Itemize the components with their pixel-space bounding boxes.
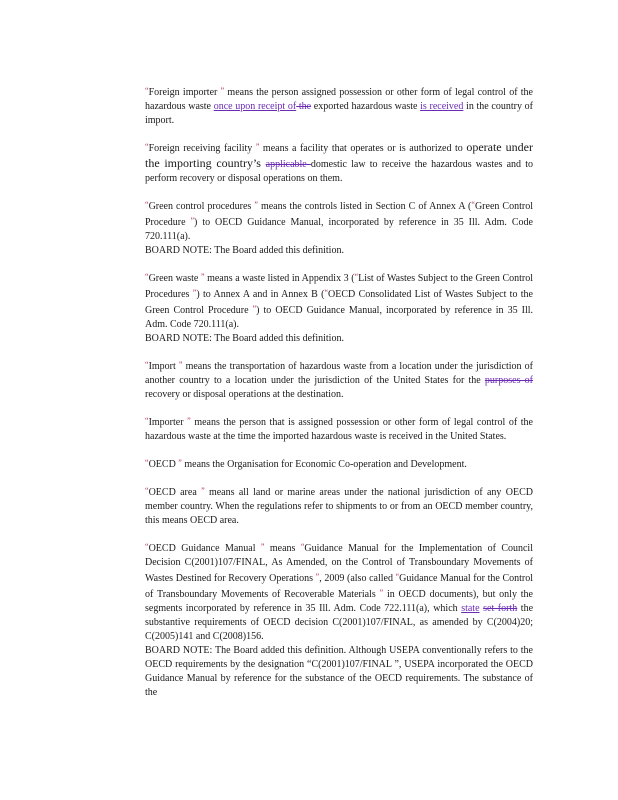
quote-mark: ” [190, 216, 195, 225]
text-run: OECD Consolidated List of Wastes Subject to the Green Control Procedure [145, 289, 533, 316]
text-run: Foreign importer [148, 87, 221, 98]
text-run: in OECD documents), but only the segments incorporated by reference in 35 Ill. Adm. Code 722.111(a), which [145, 589, 533, 614]
text-run: , 2009 (also called [319, 573, 396, 584]
quote-mark: ” [220, 86, 225, 95]
text-run: ) to OECD Guidance Manual, incorporated by reference in 35 Ill. Adm. Code 720.111(a). [145, 217, 533, 242]
definition-text [145, 358, 533, 402]
text-run: OECD [148, 459, 179, 470]
text-run: operate under the importing country’s [145, 140, 533, 170]
quote-mark: ” [201, 486, 205, 495]
text-run: Guidance Manual for the Control of Transboundary Movements of Recoverable Materials [145, 573, 534, 600]
quote-mark: “ [145, 272, 149, 281]
quote-mark: “ [395, 572, 400, 581]
definition-foreign-receiving-facility [145, 140, 533, 186]
quote-mark: ” [254, 200, 258, 209]
text-run: exported hazardous waste [311, 101, 421, 112]
text-run: Green waste [148, 273, 201, 284]
quote-mark: “ [145, 486, 149, 495]
text-run: List of Wastes Subject to the Green Control Procedures [145, 273, 533, 300]
board-note: BOARD NOTE: The Board added this definition. [145, 245, 344, 256]
text-run: in the country of import. [145, 101, 533, 126]
quote-mark: “ [145, 142, 149, 151]
quote-mark: “ [300, 542, 305, 551]
definition-text [145, 540, 533, 644]
text-run: means a facility that operates or is authorized to [259, 143, 467, 154]
text-run: means all land or marine areas under the national jurisdiction of any OECD member country. When the regulations refer to shipments to or from an OECD member country, this means OECD area. [145, 487, 533, 526]
definition-foreign-importer [145, 84, 533, 128]
board-note: BOARD NOTE: The Board added this definition. [145, 333, 344, 344]
text-run: means the controls listed in Section C of Annex A ( [257, 201, 472, 212]
text-run: the substantive requirements of OECD decision C(2001)107/FINAL, as amended by C(2004)20; C(2005)141 and C(2008)156. [145, 603, 534, 642]
text-run: Importer [148, 417, 188, 428]
text-run: OECD area [148, 487, 202, 498]
document-page [145, 84, 533, 712]
definition-text [145, 414, 533, 444]
definition-text [145, 270, 533, 332]
definition-oecd [145, 456, 533, 472]
text-run: means the transportation of hazardous waste from a location under the jurisdiction of another country to a location under the jurisdiction of the United States for the [145, 361, 533, 386]
quote-mark: “ [471, 200, 475, 209]
definition-text [145, 140, 533, 186]
quote-mark: ” [178, 458, 182, 467]
text-run: Import [148, 361, 179, 372]
definition-green-waste [145, 270, 533, 346]
board-note: BOARD NOTE: The Board added this definition. Although USEPA conventionally refers to the OECD requirements by the designation “C(2001)107/FINAL ”, USEPA incorporated the OECD Guidance Manual by reference for the substance of the OECD requirements. The substance of the [145, 645, 533, 698]
quote-mark: ” [187, 416, 191, 425]
text-run: Foreign receiving facility [148, 143, 256, 154]
quote-mark: “ [145, 200, 149, 209]
inserted-text: state [461, 603, 480, 614]
deleted-text: the [296, 101, 312, 112]
text-run: ) to Annex A and in Annex B ( [196, 289, 325, 300]
inserted-text: once upon receipt of [213, 101, 297, 112]
definition-import [145, 358, 533, 402]
deleted-text: purposes of [484, 375, 533, 386]
quote-mark: “ [354, 272, 359, 281]
definition-green-control-procedures [145, 198, 533, 258]
quote-mark: ” [255, 142, 260, 151]
text-run: OECD Guidance Manual [148, 543, 261, 554]
text-run: Green Control Procedure [145, 201, 533, 228]
definition-text [145, 456, 533, 472]
deleted-text: applicable [265, 159, 311, 170]
definition-importer [145, 414, 533, 444]
text-run: ) to OECD Guidance Manual, incorporated by reference in 35 Ill. Adm. Code 720.111(a). [145, 305, 533, 330]
quote-mark: ” [192, 288, 197, 297]
definition-oecd-guidance-manual [145, 540, 533, 700]
quote-mark: “ [324, 288, 329, 297]
quote-mark: ” [178, 360, 183, 369]
quote-mark: ” [379, 588, 384, 597]
definition-oecd-area [145, 484, 533, 528]
text-run: means a waste listed in Appendix 3 ( [204, 273, 355, 284]
quote-mark: ” [200, 272, 205, 281]
text-run: means [264, 543, 301, 554]
quote-mark: ” [252, 304, 257, 313]
definition-text [145, 198, 533, 244]
inserted-text: is received [420, 101, 464, 112]
definition-text [145, 484, 533, 528]
text-run: Green control procedures [148, 201, 255, 212]
text-run: domestic law to receive the hazardous wastes and to perform recovery or disposal operations on them. [145, 159, 533, 184]
quote-mark: “ [145, 416, 149, 425]
quote-mark: “ [145, 542, 149, 551]
quote-mark: ” [315, 572, 320, 581]
deleted-text: set forth [483, 603, 518, 614]
text-run: Guidance Manual for the Implementation of Council Decision C(2001)107/FINAL, As Amended, on the Control of Transboundary Movements of Wastes Destined for Recovery Operations [145, 543, 533, 584]
quote-mark: “ [145, 360, 149, 369]
quote-mark: “ [145, 86, 149, 95]
text-run: recovery or disposal operations at the destination. [145, 389, 344, 400]
definition-text [145, 84, 533, 128]
quote-mark: “ [145, 458, 149, 467]
text-run: means the Organisation for Economic Co-operation and Development. [181, 459, 467, 470]
text-run: means the person that is assigned possession or other form of legal control of the hazardous waste at the time the imported hazardous waste is received in the United States. [145, 417, 533, 442]
quote-mark: ” [260, 542, 265, 551]
text-run: means the person assigned possession or other form of legal control of the hazardous waste [145, 87, 533, 112]
